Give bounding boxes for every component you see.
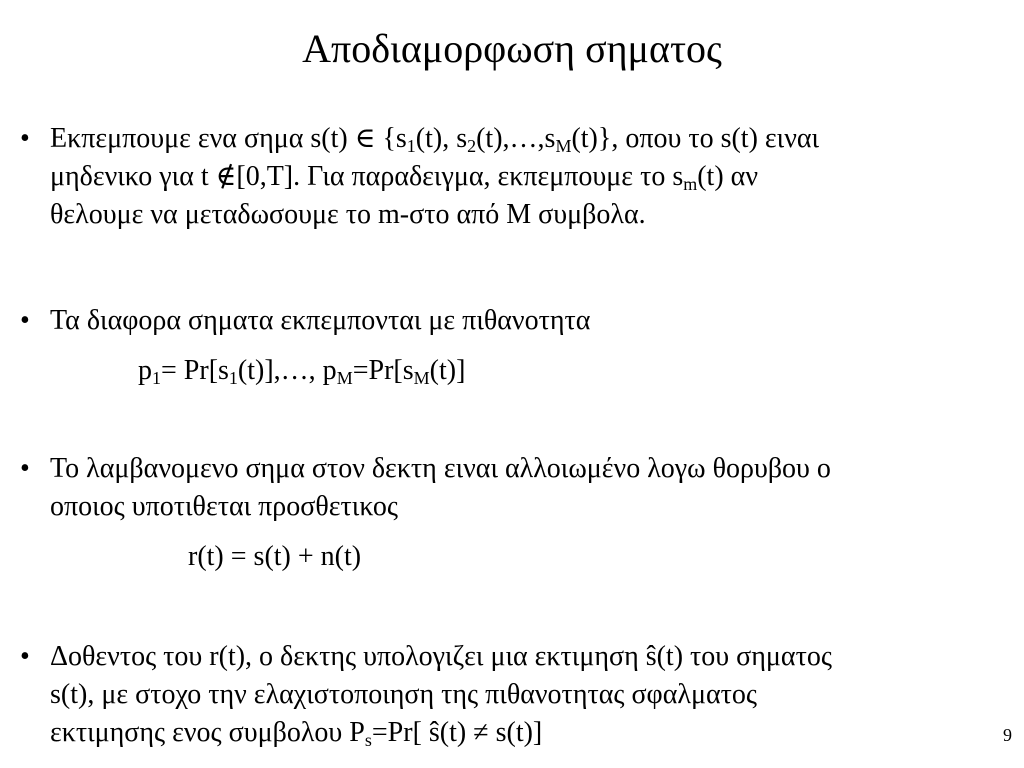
bullet-marker: • — [20, 305, 30, 336]
received-signal-formula: r(t) = s(t) + n(t) — [188, 541, 362, 572]
bullet-2-text: Τα διαφορα σηματα εκπεμπονται με πιθανοτητα — [50, 305, 591, 336]
probability-formula: $p_1=$ $Pr[s_1(t)],\dots$, $p_M=Pr[s_M(t)]$ — [138, 355, 466, 388]
bullet-marker: • — [20, 641, 30, 672]
page-number: 9 — [1003, 725, 1012, 745]
bullet-3-text — [50, 450, 1010, 526]
bullet-4-text — [50, 638, 1010, 752]
bullet-1-line-2: μηδενικο για t ∉[0,T]. Για παραδειγμα, εκπεμπουμε το $s_m(t)$ αν — [50, 161, 758, 194]
bullet-marker: • — [20, 123, 30, 154]
bullet-marker: • — [20, 453, 30, 484]
bullet-3-line-2: οποιος υποτιθεται προσθετικος — [50, 491, 398, 522]
bullet-4-line-2: s(t), με στοχο την ελαχιστοποιηση της πιθανοτητας σφαλματος — [50, 679, 757, 710]
slide-title: Αποδιαμορφωση σηματος — [302, 26, 722, 71]
bullet-4-line-1: Δοθεντος του r(t), ο δεκτης υπολογιζει μια εκτιμηση ŝ(t) του σηματος — [50, 641, 832, 672]
bullet-1-text — [50, 120, 1010, 234]
bullet-1-line-3: θελουμε να μεταδωσουμε το m-στο από M συμβολα. — [50, 199, 646, 230]
bullet-3-line-1: Το λαμβανομενο σημα στον δεκτη ειναι αλλοιωμένο λογω θορυβου ο — [50, 453, 831, 484]
bullet-1-line-1: Εκπεμπουμε ενα σημα s(t) ∈ {$s_1(t)$, $s_2(t),\dots,s_M(t)$}, οπου το s(t) ειναι — [50, 123, 820, 156]
bullet-4-line-3: εκτιμησης ενος συμβολου $P_s=Pr$[ ŝ(t) ≠ s(t)] — [50, 717, 543, 750]
